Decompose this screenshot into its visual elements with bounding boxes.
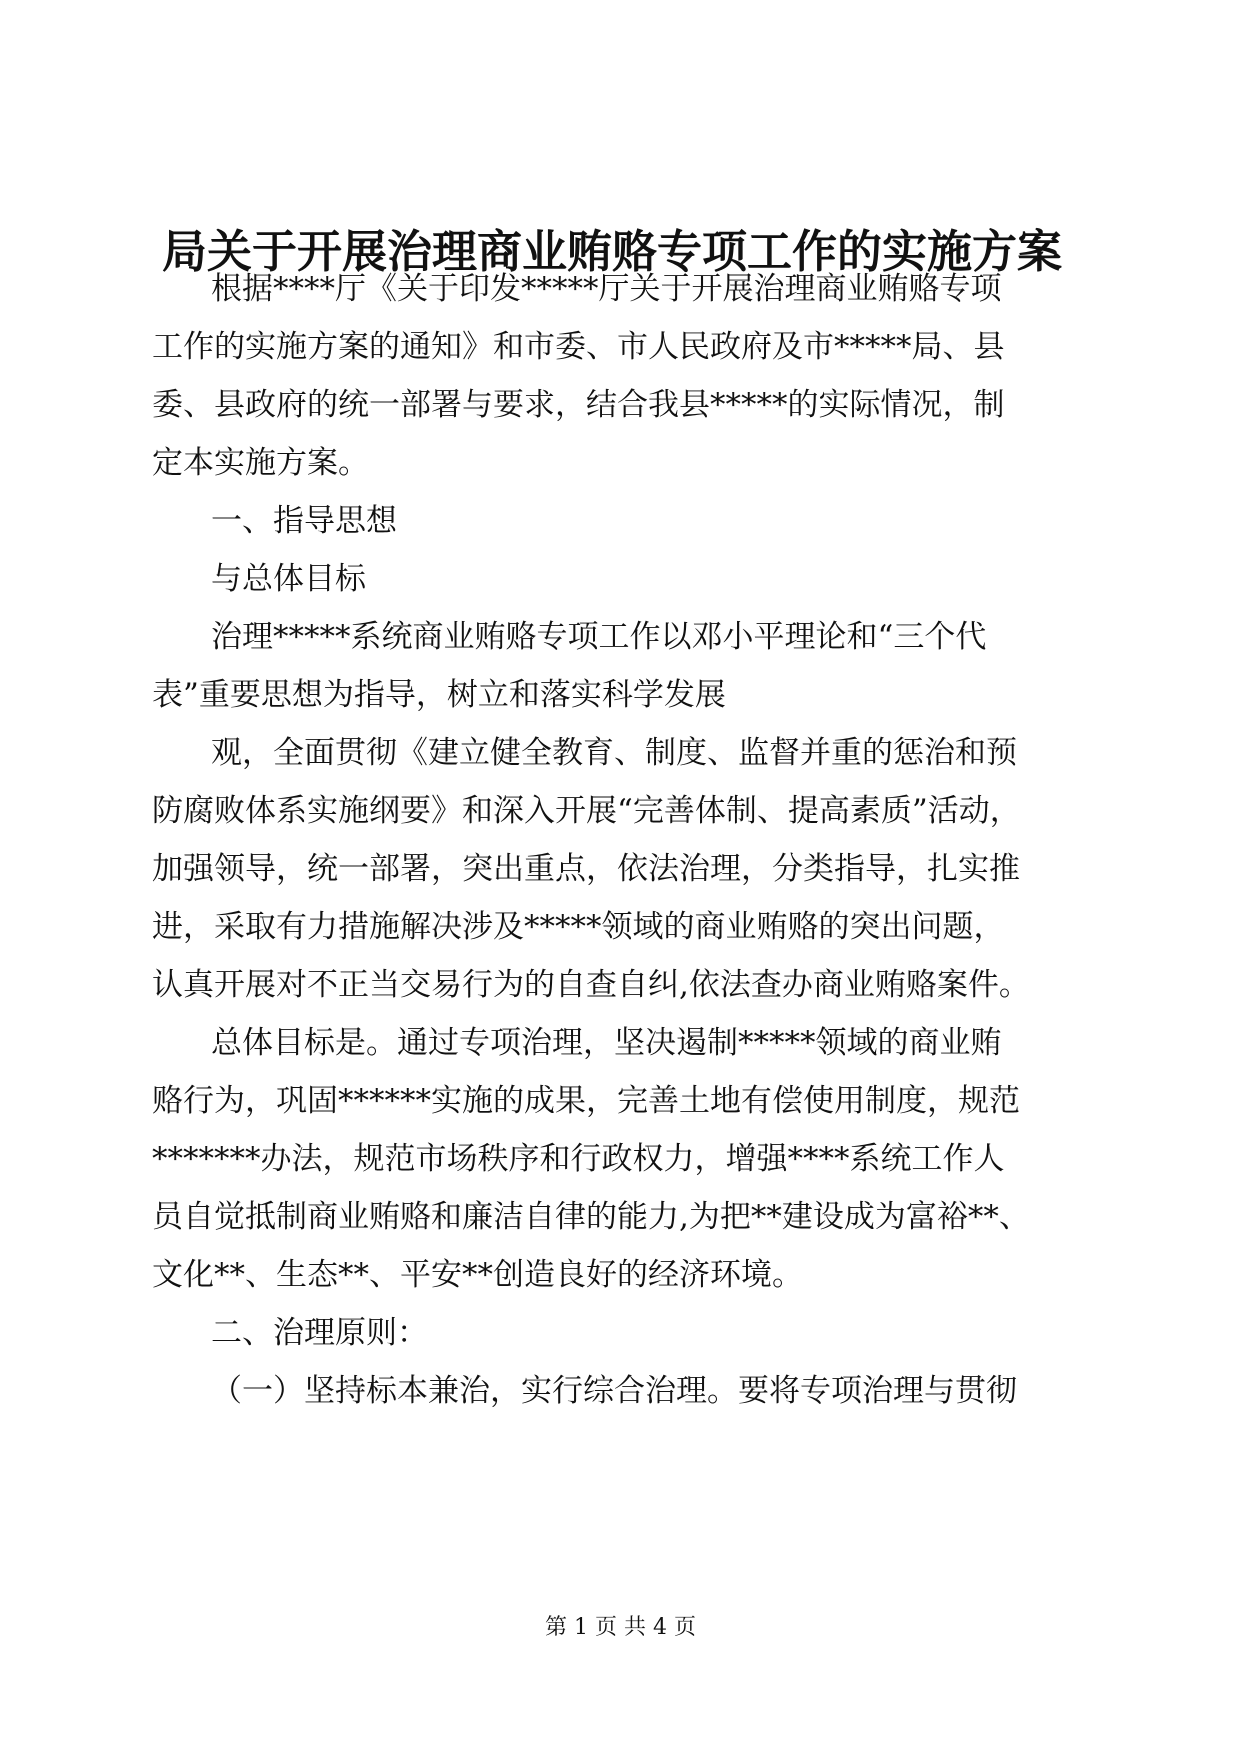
body-line: 表”重要思想为指导，树立和落实科学发展 (152, 677, 726, 713)
section-heading-continued: 与总体目标 (211, 561, 366, 597)
body-line: 员自觉抵制商业贿赂和廉洁自律的能力,为把**建设成为富裕**、 (152, 1199, 1030, 1235)
body-line: 防腐败体系实施纲要》和深入开展“完善体制、提高素质”活动， (152, 793, 1021, 829)
page-footer: 第 1 页 共 4 页 (545, 1615, 696, 1640)
body-line: 认真开展对不正当交易行为的自查自纠,依法查办商业贿赂案件。 (152, 967, 1030, 1003)
body-line: 观，全面贯彻《建立健全教育、制度、监督并重的惩治和预 (211, 735, 1017, 771)
body-line: 文化**、生态**、平安**创造良好的经济环境。 (152, 1257, 803, 1293)
body-line: 工作的实施方案的通知》和市委、市人民政府及市*****局、县 (152, 329, 1005, 365)
body-line: 治理*****系统商业贿赂专项工作以邓小平理论和“三个代 (211, 619, 987, 655)
body-line: *******办法，规范市场秩序和行政权力，增强****系统工作人 (152, 1141, 1005, 1177)
section-heading: 一、指导思想 (211, 503, 397, 539)
body-line: （一）坚持标本兼治，实行综合治理。要将专项治理与贯彻 (211, 1373, 1017, 1409)
body-line: 总体目标是。通过专项治理，坚决遏制*****领域的商业贿 (211, 1025, 1002, 1061)
body-line: 定本实施方案。 (152, 445, 369, 481)
body-line: 根据****厅《关于印发*****厅关于开展治理商业贿赂专项 (211, 271, 1002, 307)
body-line: 加强领导，统一部署，突出重点，依法治理，分类指导，扎实推 (152, 851, 1020, 887)
document-title: 局关于开展治理商业贿赂专项工作的实施方案 (162, 225, 1063, 278)
body-line: 赂行为，巩固******实施的成果，完善土地有偿使用制度，规范 (152, 1083, 1020, 1119)
body-line: 进，采取有力措施解决涉及*****领域的商业贿赂的突出问题， (152, 909, 1005, 945)
body-line: 委、县政府的统一部署与要求，结合我县*****的实际情况，制 (152, 387, 1005, 423)
section-heading: 二、治理原则： (211, 1315, 428, 1351)
